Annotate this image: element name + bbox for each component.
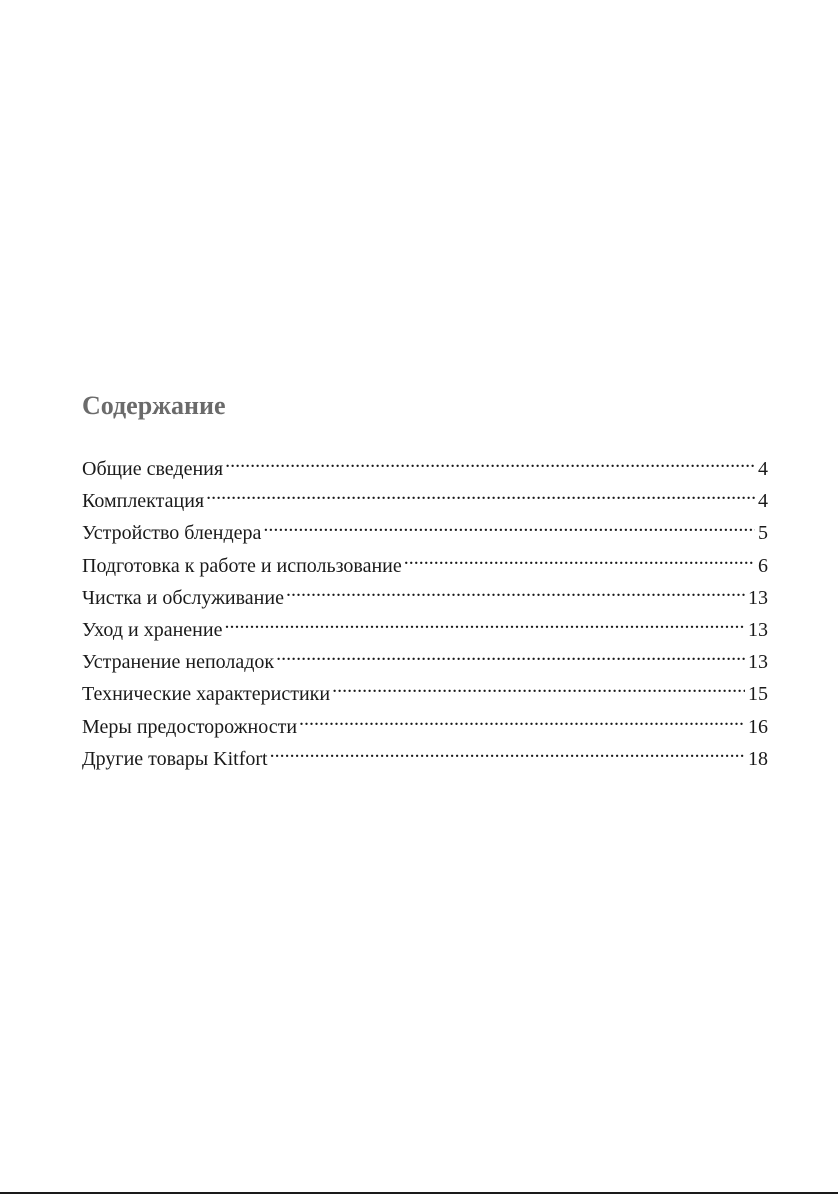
toc-entry-page: 13: [748, 618, 768, 641]
toc-entry: [82, 648, 768, 680]
toc-entry-title: Чистка и обслуживание: [82, 586, 284, 609]
toc-entry-page: 5: [758, 522, 768, 545]
toc-leader-dots: [404, 552, 755, 572]
toc-leader-dots: [206, 487, 755, 507]
toc-entry-page: 15: [748, 683, 768, 706]
toc-entry-title: Устройство блендера: [82, 522, 262, 545]
toc-entry-page: 18: [748, 747, 768, 770]
toc-entry-page: 13: [748, 651, 768, 674]
toc-leader-dots: [276, 648, 745, 668]
toc-leader-dots: [263, 519, 755, 539]
toc-entry-title: Устранение неполадок: [82, 651, 275, 674]
toc-heading: Содержание: [82, 391, 226, 420]
toc-entry: [82, 584, 768, 616]
toc-entry-page: 4: [758, 458, 768, 480]
toc-entry-page: 16: [748, 715, 768, 738]
toc-entry-title: Подготовка к работе и использование: [82, 554, 402, 577]
toc-entry: [82, 745, 768, 777]
toc-entry: [82, 455, 768, 487]
toc-entry-title: Комплектация: [82, 490, 205, 513]
toc-entry-title: Меры предосторожности: [82, 715, 298, 738]
toc-leader-dots: [225, 455, 755, 475]
toc-entry: [82, 616, 768, 648]
toc-entry: [82, 552, 768, 584]
toc-entry-title: Технические характеристики: [82, 683, 331, 706]
toc-leader-dots: [332, 680, 745, 700]
toc-entry-title: Общие сведения: [82, 458, 224, 480]
toc-entry-title: Уход и хранение: [82, 618, 223, 641]
toc-entry-page: 4: [758, 490, 768, 513]
toc-leader-dots: [299, 713, 745, 733]
toc-leader-dots: [224, 616, 745, 636]
toc-entry: [82, 680, 768, 712]
toc-entry: [82, 713, 768, 745]
toc-entry-title: Другие товары Kitfort: [82, 747, 268, 770]
toc-entry-page: 13: [748, 586, 768, 609]
toc-entry-page: 6: [758, 554, 768, 577]
toc-leader-dots: [286, 584, 745, 604]
table-of-contents: [82, 455, 768, 777]
toc-leader-dots: [270, 745, 745, 765]
toc-entry: [82, 487, 768, 519]
toc-entry: [82, 519, 768, 551]
